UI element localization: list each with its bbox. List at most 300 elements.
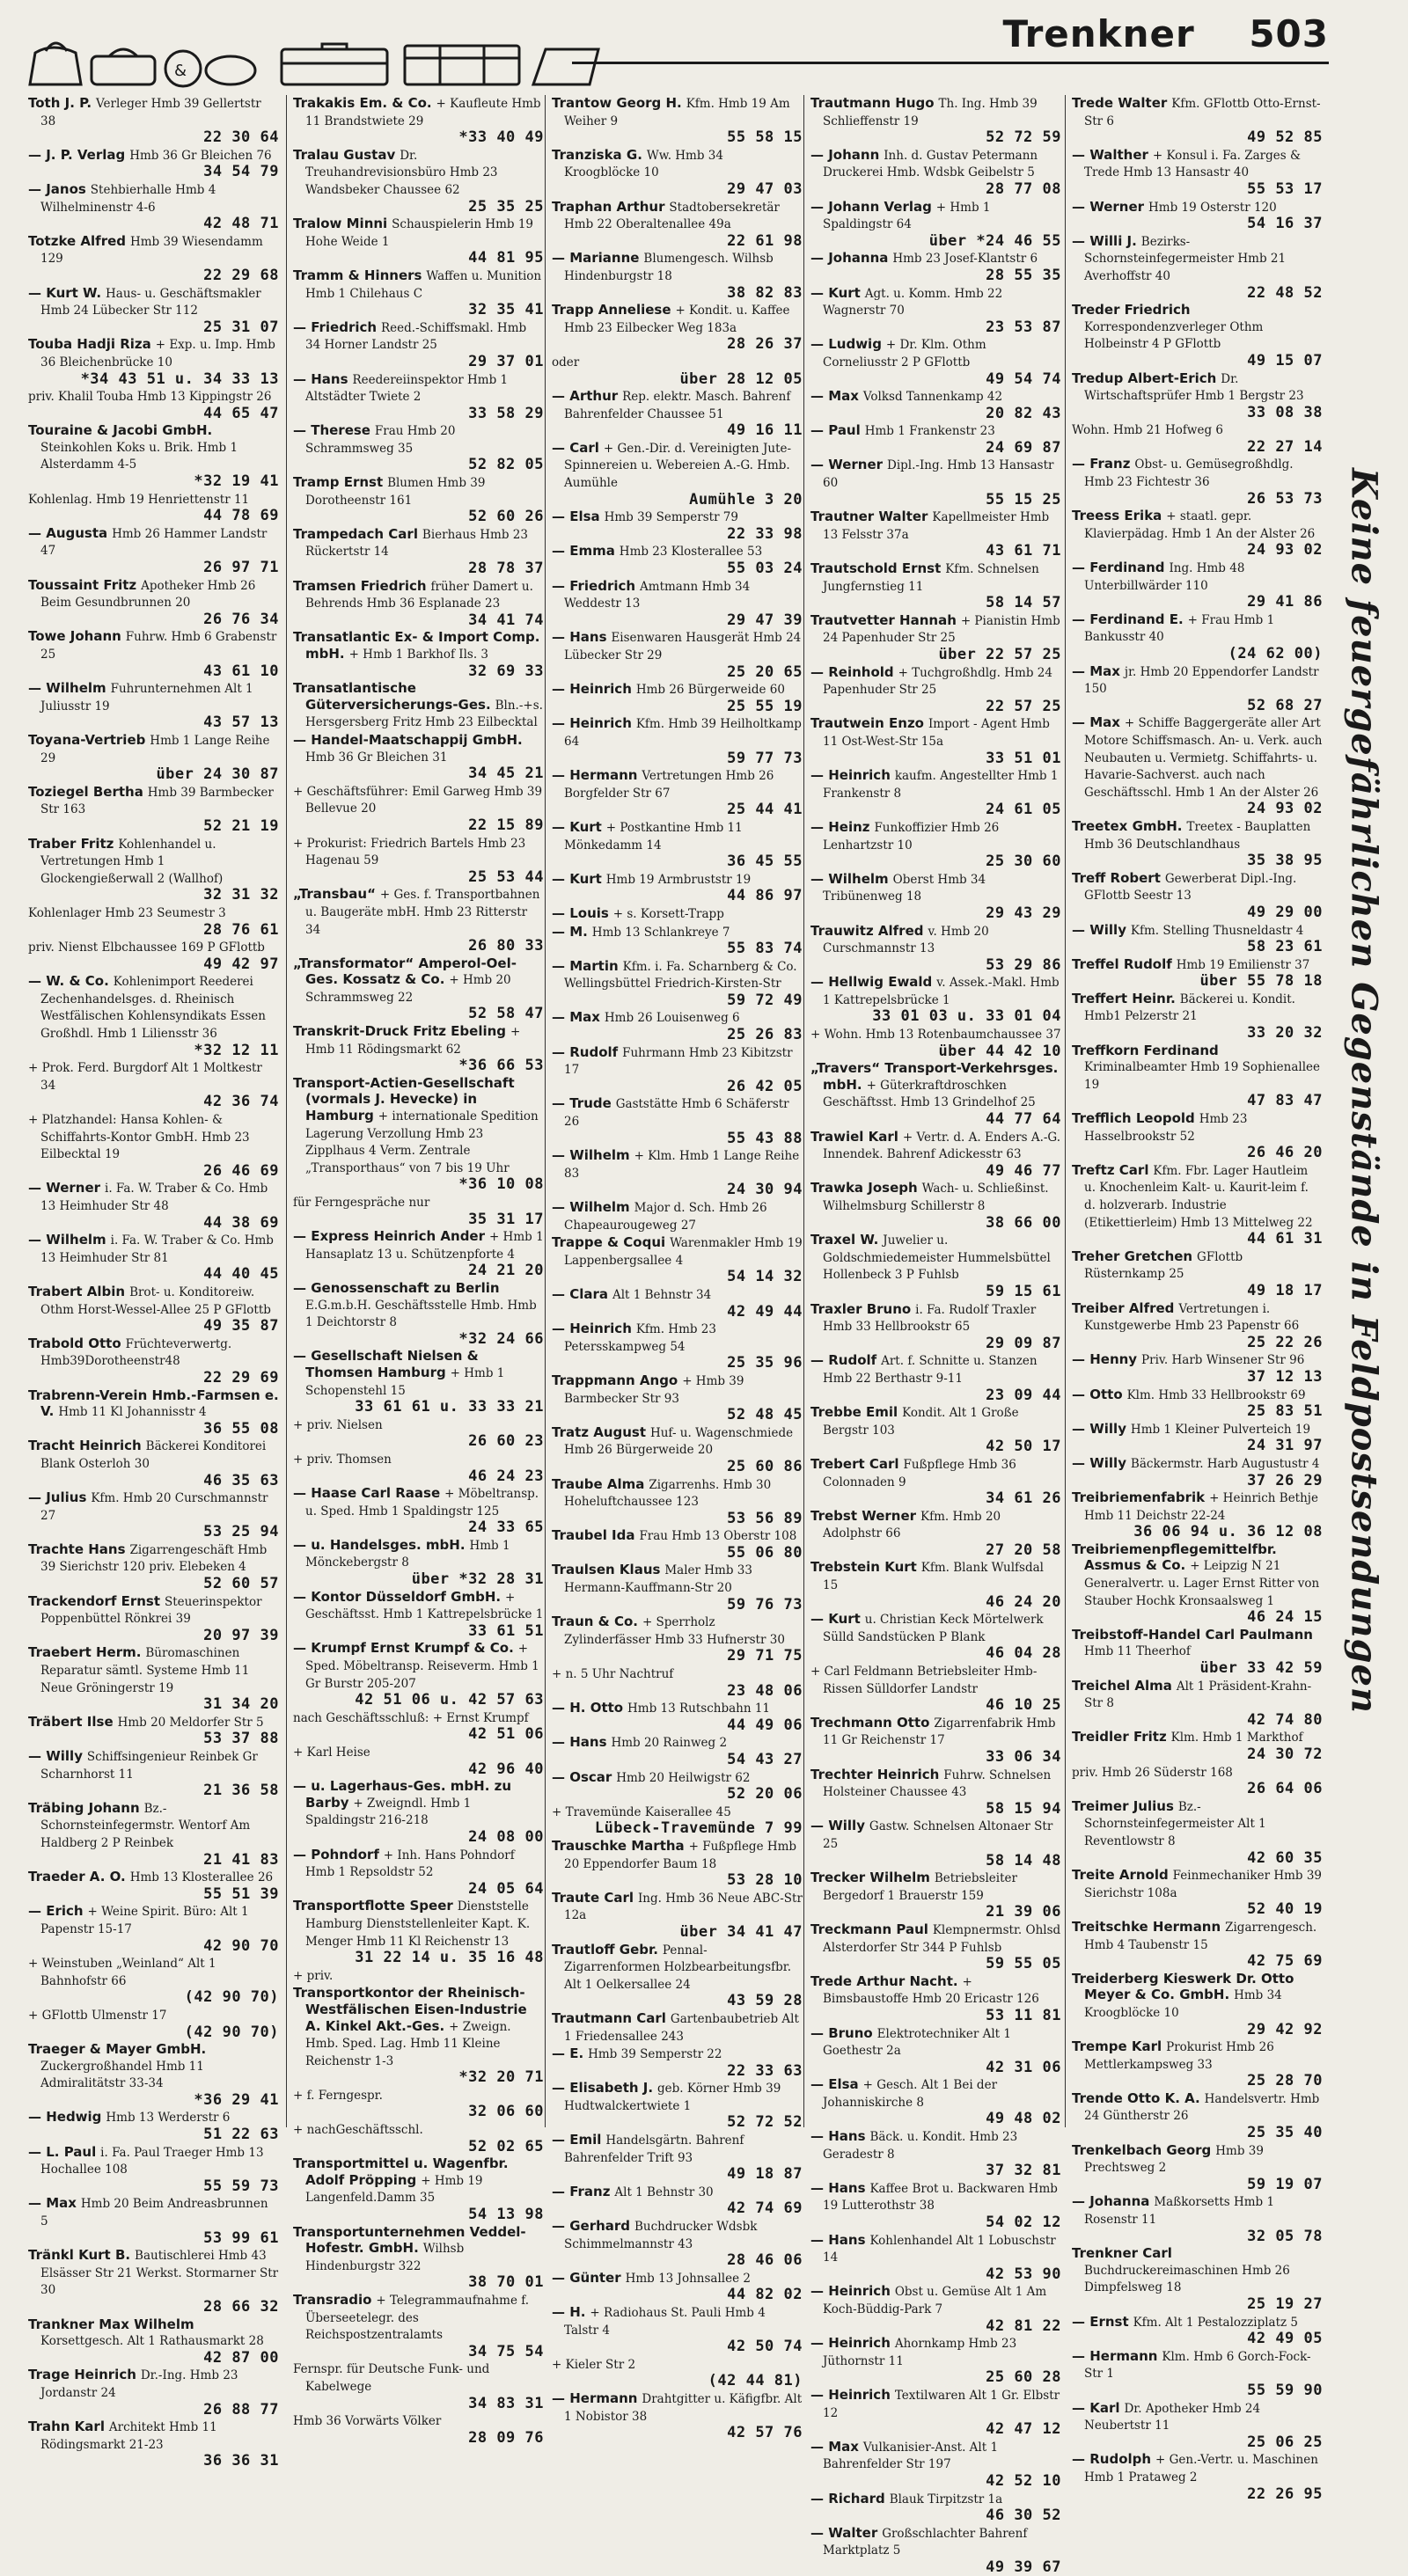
entry-phone: *34 43 51 u. 34 33 13 [80,370,279,388]
directory-entry [552,1234,803,1285]
directory-entry [552,440,803,508]
directory-entry [293,267,544,318]
entry-name: — Max [552,1009,600,1026]
directory-entry [1072,611,1323,662]
side-notice [1324,123,1404,2059]
entry-phone: 49 52 85 [1247,128,1323,147]
directory-entry [293,2224,544,2291]
directory-entry [293,2292,544,2360]
entry-name: Trappe & Coqui [552,1234,666,1251]
entry-phone: 33 58 29 [468,404,544,422]
entry-name: Treder Friedrich [1072,302,1191,318]
entry-details: + Leipzig N 21 Generalvertr. u. Lager Ernst Ritter von Stauber Hochk Kronsaalsweg 1 [1084,1559,1320,1608]
directory-entry [293,1194,544,1227]
entry-details: + Karl Heise [293,1745,370,1760]
entry-details: priv. Nienst Elbchaussee 169 P GFlottb [28,940,265,955]
entry-name: Treibriemenfabrik [1072,1489,1206,1506]
entry-details: Hmb 36 Gr Bleichen 76 [129,148,272,163]
entry-phone: 54 43 27 [727,1751,803,1768]
column-1 [28,95,279,2470]
entry-details: Inh. d. Gustav Petermann Druckerei Hmb. Wdsbk Geibelstr 5 [823,148,1038,180]
directory-entry [810,1352,1061,1403]
directory-entry [293,319,544,370]
directory-entry [552,2080,803,2131]
entry-name: — Willy [1072,1454,1126,1471]
entry-details: + Geschäftsst. Hmb 1 Kattrepelsbrücke 1 [305,1590,544,1622]
directory-entry [810,715,1061,766]
directory-entry [1072,1043,1323,1109]
entry-details: Hmb 11 Theerhof [1084,1644,1191,1659]
entry-phone: 25 22 26 [1247,1333,1323,1351]
entry-details: Bäckerei u. Kondit. Hmb1 Pelzerstr 21 [1084,992,1295,1024]
entry-details: + Radiohaus St. Pauli Hmb 4 Talstr 4 [564,2306,766,2338]
entry-details: + Hmb 1 Spaldingstr 64 [823,200,991,232]
entry-phone: 26 88 77 [203,2400,279,2419]
entry-phone: 33 61 61 u. 33 33 21 [355,1398,544,1416]
entry-details: Blumen Hmb 39 Dorotheenstr 161 [305,476,486,508]
entry-phone: 54 02 12 [986,2214,1061,2232]
entry-details: Priv. Harb Winsener Str 96 [1141,1353,1305,1368]
directory-entry [28,181,279,232]
entry-name: — Reinhold [810,663,894,680]
entry-name: Transkrit-Druck Fritz Ebeling [293,1023,507,1040]
directory-entry [293,1967,544,1985]
entry-phone: 46 24 20 [986,1592,1061,1611]
directory-entry [1072,233,1323,301]
entry-phone: 59 55 05 [986,1955,1061,1973]
directory-entry [810,336,1061,387]
entry-name: — Emil [552,2132,602,2148]
entry-name: — Max [810,2438,859,2455]
directory-entry [28,1489,279,1540]
entry-name: — H. Otto [552,1700,624,1716]
directory-entry [293,2412,544,2446]
entry-phone: 26 80 33 [468,937,544,955]
entry-name: Tralau Gustav [293,146,396,163]
directory-entry [552,1527,803,1561]
entry-phone: 35 38 95 [1247,852,1323,870]
entry-details: + Vertr. d. A. Enders A.-G. Innendek. Bahrenf Adickesstr 63 [823,1130,1061,1162]
entry-name: Trabert Albin [28,1283,126,1299]
entry-name: Trakakis Em. & Co. [293,95,432,111]
entry-name: Trapp Anneliese [552,302,671,318]
entry-phone: 22 15 89 [468,816,544,834]
column-5 [1072,95,1323,2503]
entry-phone: 29 47 39 [727,611,803,629]
entry-details: + Carl Feldmann Betriebsleiter Hmb-Rissen Sülldorfer Landstr [810,1665,1038,1696]
entry-name: — Heinrich [552,1321,632,1337]
entry-phone: 53 28 10 [727,1871,803,1890]
directory-entry [28,973,279,1058]
entry-details: Bln.-+s. Hersgersberg Fritz Hmb 23 Eilbecktal [305,698,543,730]
entry-phone: über 55 78 18 [1199,972,1323,991]
entry-phone: 46 35 63 [203,1471,279,1489]
directory-entry [28,2007,279,2040]
entry-details: Alt 1 Behnstr 30 [614,2184,714,2199]
entry-phone: 28 76 61 [203,920,279,939]
entry-name: — Janos [28,180,86,197]
entry-phone: 52 72 52 [727,2113,803,2132]
entry-phone: 42 52 10 [986,2471,1061,2490]
directory-entry [28,628,279,679]
entry-name: — Hermann [552,2389,638,2406]
entry-details: Bierhaus Hmb 23 Rückertstr 14 [305,527,528,560]
entry-name: — Hans [552,1734,607,1751]
directory-entry [552,578,803,629]
entry-phone: 28 66 32 [203,2298,279,2316]
entry-details: Stadtobersekretär Hmb 22 Oberaltenallee 49a [564,200,780,232]
entry-details: Prokurist Hmb 26 Mettlerkampsweg 33 [1084,2040,1274,2072]
entry-details: Hmb 26 Bürgerweide 60 [635,683,785,698]
directory-entry [810,1404,1061,1455]
entry-phone: 44 86 97 [727,887,803,905]
entry-details: Schiffsingenieur Reinbek Gr Scharnhorst 11 [40,1750,258,1782]
entry-phone: 26 97 71 [203,559,279,577]
entry-details: Schauspielerin Hmb 19 Hohe Weide 1 [305,217,534,249]
entry-name: Trautvetter Hannah [810,611,957,628]
entry-details: Maler Hmb 33 Hermann-Kauffmann-Str 20 [564,1563,752,1596]
directory-entry [552,767,803,818]
directory-entry [1072,1678,1323,1729]
entry-details: + Sperrholz Zylinderfässer Hmb 33 Hufnerstr 30 [564,1615,785,1647]
entry-phone: 42 60 35 [1247,1848,1323,1867]
entry-details: Warenmakler Hmb 19 Lappenbergsallee 4 [564,1236,803,1268]
directory-entry [810,1921,1061,1972]
entry-phone: 49 46 77 [986,1161,1061,1180]
entry-phone: 52 58 47 [468,1005,544,1023]
directory-entry [1072,2400,1323,2451]
entry-name: Traxel W. [810,1232,879,1248]
entry-details: Klm. Hmb 33 Hellbrookstr 69 [1126,1387,1306,1402]
entry-phone: 55 51 39 [203,1884,279,1903]
directory-entry [293,1485,544,1536]
entry-details: Fernspr. für Deutsche Funk- und Kabelwege [293,2362,490,2394]
entry-phone: 28 09 76 [468,2428,544,2447]
directory-entry [293,422,544,473]
directory-entry [1072,1729,1323,1762]
entry-details: Volksd Tannenkamp 42 [862,390,1003,405]
entry-details: Vertretungen i. Kunstgewerbe Hmb 23 Papenstr 66 [1084,1301,1300,1334]
entry-details: Büromaschinen Reparatur sämtl. Systeme Hmb 11 Neue Gröningerstr 19 [40,1646,250,1695]
directory-entry [28,491,279,524]
directory-entry [810,2232,1061,2283]
entry-name: — Express Heinrich Ander [293,1228,486,1245]
entry-phone: 22 61 98 [727,231,803,250]
entry-phone: 55 53 17 [1247,179,1323,198]
portfolio-icon [533,49,598,84]
entry-details: Th. Ing. Hmb 39 Schlieffenstr 19 [823,97,1038,128]
directory-entry [810,1611,1061,1662]
directory-entry [810,1060,1061,1127]
directory-entry [293,629,544,679]
entry-phone: 49 42 97 [203,955,279,973]
entry-details: jr. Hmb 20 Eppendorfer Landstr 150 [1084,664,1319,697]
entry-details: Zigarrenhs. Hmb 30 Hoheluftchaussee 123 [564,1477,772,1510]
entry-name: — Augusta [28,524,108,541]
entry-name: Trauschke Martha [552,1837,685,1854]
entry-name: Trantow Georg H. [552,95,682,111]
entry-phone: über *32 28 31 [411,1570,544,1589]
entry-name: — Ernst [1072,2313,1129,2330]
entry-details: Kondit. Alt 1 Große Bergstr 103 [823,1406,1019,1438]
entry-name: — Marianne [552,250,640,267]
entry-phone: 36 06 94 u. 36 12 08 [1133,1523,1323,1541]
entry-name: — Oscar [552,1768,612,1785]
entry-details: Ing. Hmb 36 Neue ABC-Str 12a [564,1891,803,1923]
entry-details: Bäckermstr. Harb Augustustr 4 [1130,1456,1320,1471]
entry-phone: *33 40 49 [458,128,544,147]
entry-name: Transportkontor der Rheinisch-Westfälischen Eisen-Industrie A. Kinkel Akt.-Ges. [293,1985,527,2034]
entry-phone: 38 66 00 [986,1213,1061,1232]
entry-name: Trenkelbach Georg [1072,2141,1212,2158]
entry-phone: 28 78 37 [468,560,544,578]
entry-phone: *32 19 41 [194,472,279,491]
entry-phone: 59 19 07 [1247,2175,1323,2193]
entry-name: Toyana-Vertrieb [28,731,146,748]
directory-entry [810,2525,1061,2576]
directory-entry [28,836,279,904]
entry-name: — Willy [810,1818,865,1834]
entry-phone: 29 71 75 [727,1647,803,1665]
entry-name: Treetex GmbH. [1072,817,1183,834]
directory-entry [28,2419,279,2470]
entry-phone: (24 62 00) [1228,645,1323,662]
entry-phone: 32 05 78 [1247,2227,1323,2245]
entry-phone: 24 30 72 [1247,1745,1323,1763]
entry-phone: 33 51 01 [986,749,1061,767]
entry-details: Pennal-Zigarrenformen Holzbearbeitungsfbr. Alt 1 Oelkersallee 24 [564,1943,792,1992]
entry-details: i. Fa. Paul Traeger Hmb 13 Hochallee 108 [40,2145,264,2177]
entry-phone: 36 55 08 [203,1419,279,1438]
entry-phone: 54 13 98 [468,2206,544,2224]
entry-name: — Krumpf Ernst Krumpf & Co. [293,1640,514,1657]
entry-phone: 42 51 06 u. 42 57 63 [355,1691,544,1709]
entry-name: Treidler Fritz [1072,1729,1167,1745]
entry-details: + nachGeschäftsschl. [293,2123,423,2138]
entry-details: + Hmb 20 Schrammsweg 22 [305,973,511,1005]
entry-name: — Ferdinand [1072,560,1165,576]
entry-details: Dienststelle Hamburg Dienststellenleiter Kapt. K. Menger Hmb 11 Kl Reichenstr 13 [305,1899,531,1949]
entry-name: — Elisabeth J. [552,2080,654,2097]
entry-phone: 52 60 26 [468,508,544,526]
directory-entry [293,1778,544,1845]
directory-entry [28,1869,279,1902]
directory-entry [552,2390,803,2441]
directory-entry [28,233,279,284]
entry-name: Treftz Carl [1072,1161,1149,1178]
entry-details: Handelsvertr. Hmb 24 Güntherstr 26 [1084,2091,1320,2124]
entry-phone: 34 83 31 [468,2394,544,2412]
entry-details: Kfm. Hmb 19 Am Weiher 9 [564,97,790,128]
entry-details: Zigarrenfabrik Hmb 11 Gr Reichenstr 17 [823,1716,1056,1748]
directory-entry [810,819,1061,870]
entry-phone: 31 22 14 u. 35 16 48 [355,1949,544,1967]
entry-name: Tramp Ernst [293,474,384,491]
directory-entry [28,2109,279,2142]
entry-details: Hmb 13 Johnsallee 2 [625,2271,751,2286]
entry-details: kaufm. Angestellter Hmb 1 Frankenstr 8 [823,769,1059,801]
entry-name: Tramsen Friedrich [293,577,427,594]
directory-entry [552,2045,803,2079]
entry-phone: *36 66 53 [458,1057,544,1075]
entry-details: + internationale Spedition Lagerung Verzollung Hmb 23 Zipplhaus 4 Verm. Zentrale „Transporthaus“ von 7 bis 19 Uhr [305,1109,539,1175]
directory-entry [552,1199,803,1233]
entry-phone: 29 43 29 [986,904,1061,922]
entry-details: + Prokurist: Friedrich Bartels Hmb 23 Hagenau 59 [293,836,526,868]
entry-phone: 42 74 80 [1247,1710,1323,1729]
entry-details: Blumengesch. Wilhsb Hindenburgstr 18 [564,252,774,283]
entry-details: Hmb 13 Klosterallee 26 [129,1870,274,1885]
entry-details: Ahornkamp Hmb 23 Jüthornstr 11 [823,2337,1017,2368]
directory-entry [1072,1421,1323,1454]
directory-entry [1072,818,1323,869]
directory-entry [1072,1971,1323,2038]
entry-details: + Zweign. Hmb. Sped. Lag. Hmb 11 Kleine Reichenstr 1-3 [305,2019,511,2068]
entry-details: Steinkohlen Koks u. Brik. Hmb 1 Alsterdamm 4-5 [40,440,238,472]
directory-entry [810,2025,1061,2076]
entry-name: Traphan Arthur [552,198,665,215]
entry-details: geb. Körner Hmb 39 Hudtwalckertwiete 1 [564,2082,781,2113]
entry-name: — Trude [552,1095,612,1112]
entry-phone: 29 37 01 [468,352,544,370]
directory-entry [1072,1489,1323,1540]
entry-name: — Julius [28,1489,87,1506]
directory-entry [293,1075,544,1193]
entry-details: Stehbierhalle Hmb 4 Wilhelminenstr 4-6 [40,182,216,215]
directory-entry [810,974,1061,1025]
directory-entry [28,577,279,628]
entry-name: Trautloff Gebr. [552,1941,658,1958]
entry-details: Dr. Treuhandrevisionsbüro Hmb 23 Wandsbeker Chaussee 62 [305,148,498,197]
entry-name: Transradio [293,2292,372,2308]
entry-details: Hmb 39 Barmbecker Str 163 [40,785,274,817]
entry-details: Hmb 13 Rutschbahn 11 [627,1701,771,1716]
entry-details: + Zweigndl. Hmb 1 Spaldingstr 216-218 [305,1796,472,1828]
directory-entry [552,715,803,766]
entry-phone: 59 77 73 [727,749,803,767]
directory-entry [1072,421,1323,455]
entry-name: Träbert Ilse [28,1713,114,1730]
entry-phone: 21 39 06 [986,1903,1061,1921]
entry-phone: 42 36 74 [203,1093,279,1111]
directory-entry [810,2283,1061,2334]
entry-details: + Sped. Möbeltransp. Reiseverm. Hmb 1 Gr Burstr 205-207 [305,1642,539,1691]
entry-phone: 32 06 60 [468,2103,544,2121]
entry-phone: 25 19 27 [1247,2295,1323,2313]
entry-name: Trefflich Leopold [1072,1110,1195,1127]
entry-name: — Werner [810,457,884,473]
directory-entry [1072,991,1323,1042]
directory-entry [552,2356,803,2389]
directory-entry [293,2360,544,2411]
entry-name: — Walther [1072,146,1148,163]
hand-bag-icon [92,49,155,84]
entry-phone: 42 51 06 [468,1725,544,1744]
entry-phone: 24 93 02 [1247,800,1323,818]
entry-details: Elektrotechniker Alt 1 Goethestr 2a [823,2026,1011,2059]
entry-details: Huf- u. Wagenschmiede Hmb 26 Bürgerweide 20 [564,1425,794,1458]
directory-entry [293,1228,544,1279]
entry-name: Trende Otto K. A. [1072,2089,1200,2106]
entry-phone: 23 48 06 [727,1681,803,1700]
entry-phone: 49 18 17 [1247,1281,1323,1299]
entry-details: Klm. Hmb 6 Gorch-Fock-Str 1 [1084,2349,1311,2382]
entry-name: Trenkner Carl [1072,2245,1172,2262]
directory-entry [552,924,803,957]
entry-phone: 33 06 34 [986,1748,1061,1766]
entry-phone: 58 14 57 [986,594,1061,612]
entry-details: nach Geschäftsschluß: + Ernst Krumpf [293,1710,529,1725]
entry-phone: 49 48 02 [986,2110,1061,2128]
entry-phone: 52 60 57 [203,1575,279,1593]
directory-entry [552,1562,803,1613]
entry-phone: 24 05 64 [468,1879,544,1898]
entry-name: „Travers“ Transport-Verkehrsges. mbH. [810,1060,1059,1093]
entry-details: Haus- u. Geschäftsmakler Hmb 24 Lübecker Str 112 [40,286,261,318]
entry-name: — Willy [1072,1420,1126,1437]
entry-phone: 34 54 79 [203,163,279,181]
entry-details: Import - Agent Hmb 11 Ost-West-Str 15a [823,717,1050,749]
entry-phone: 24 08 00 [468,1827,544,1846]
entry-phone: 25 60 28 [986,2368,1061,2387]
entry-details: früher Damert u. Behrends Hmb 36 Esplanade 23 [305,579,533,611]
entry-phone: 49 35 87 [203,1317,279,1336]
entry-details: Kfm. i. Fa. Scharnberg & Co. Wellingsbüttel Friedrich-Kirsten-Str [564,959,797,992]
directory-entry [293,732,544,782]
entry-name: Traber Fritz [28,835,114,852]
entry-details: Brot- u. Konditoreiw. Othm Horst-Wessel-Allee 25 P GFlottb [40,1284,271,1317]
entry-phone: 42 87 00 [203,2348,279,2367]
directory-entry [552,1009,803,1043]
directory-entry [810,1026,1061,1059]
entry-details: Kapellmeister Hmb 13 Felsstr 37a [823,510,1050,542]
column-divider [1065,95,1066,2127]
entry-details: oder [552,355,580,370]
directory-entry [552,1942,803,2009]
entry-details: Wach- u. Schließinst. Wilhelmsburg Schillerstr 8 [823,1182,1049,1213]
entry-phone: 42 49 44 [727,1302,803,1321]
directory-entry [1072,95,1323,146]
entry-phone: 31 34 20 [203,1695,279,1714]
entry-name: — Gerhard [552,2218,631,2235]
entry-details: Bautischlerei Hmb 43 Elsässer Str 21 Werkst. Stormarner Str 30 [40,2249,279,2298]
directory-entry [810,2491,1061,2524]
entry-details: Kohlenhandel Alt 1 Lobuschstr 14 [823,2233,1056,2265]
entry-name: Transatlantische Güterversicherungs-Ges. [293,680,491,713]
directory-entry [1072,1764,1323,1797]
entry-name: Treichel Alma [1072,1677,1172,1694]
entry-details: Fußpflege Hmb 36 Colonnaden 9 [823,1457,1016,1489]
entry-details: Fuhrw. Schnelsen Holsteiner Chaussee 43 [823,1767,1052,1800]
entry-name: — Günter [552,2269,621,2286]
page-number: 503 [1249,12,1329,55]
entry-details: Gaststätte Hmb 6 Schäferstr 26 [564,1097,789,1130]
entry-name: — Richard [810,2490,885,2506]
entry-details: + GFlottb Ulmenstr 17 [28,2008,167,2023]
entry-details: + Pianistin Hmb 24 Papenhuder Str 25 [823,613,1060,646]
directory-entry [552,2010,803,2045]
entry-name: — Wilhelm [810,870,889,887]
entry-details: Zigarrengesch. Hmb 4 Taubenstr 15 [1084,1920,1317,1952]
directory-entry [810,1559,1061,1610]
entry-details: i. Fa. W. Traber & Co. Hmb 13 Heimhuder Str 48 [40,1182,268,1213]
entry-phone: 51 22 63 [203,2126,279,2144]
directory-entry [552,1095,803,1146]
entry-phone: 22 33 63 [727,2061,803,2080]
entry-name: Treckmann Paul [810,1921,928,1937]
entry-name: Trautmann Hugo [810,95,935,111]
entry-details: Kfm. Hmb 39 Heilholtkamp 64 [564,717,802,749]
